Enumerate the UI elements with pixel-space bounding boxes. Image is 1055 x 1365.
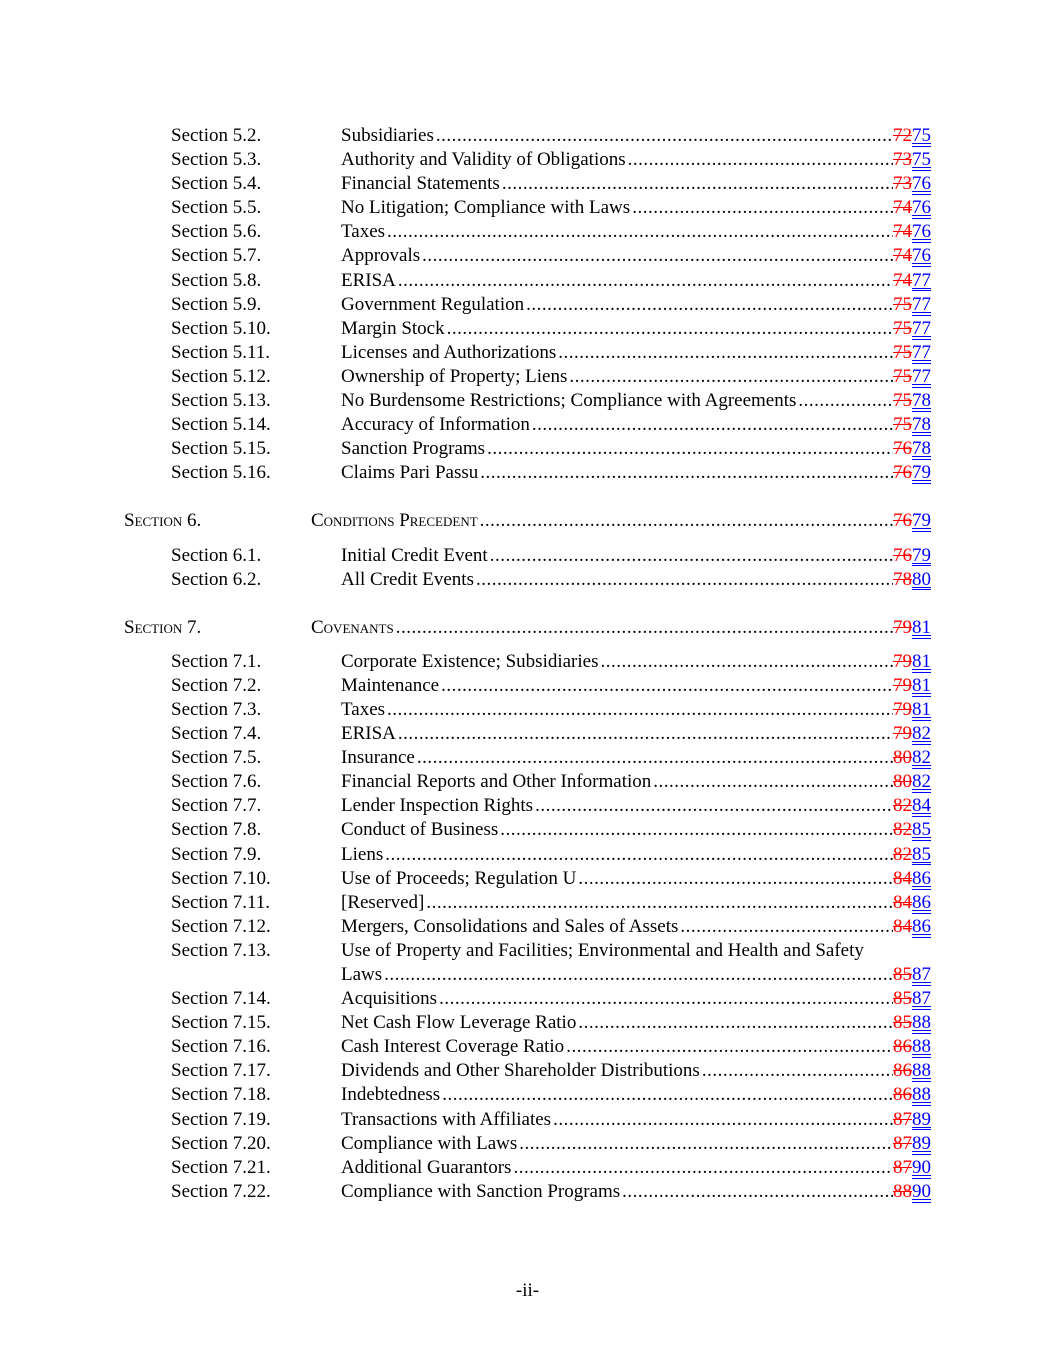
inserted-page-link[interactable]: 78	[912, 390, 931, 412]
section-title: Claims Pari Passu	[341, 462, 479, 484]
deleted-page-number: 76	[893, 510, 912, 532]
deleted-page-number: 75	[893, 317, 912, 339]
section-number: Section 5.9.	[171, 293, 262, 315]
section-number: Section 5.6.	[171, 221, 262, 243]
section-title: Acquisitions	[341, 988, 438, 1010]
dot-leader	[436, 124, 893, 148]
section-title: Cash Interest Coverage Ratio	[341, 1036, 565, 1058]
section-number: Section 7.4.	[171, 723, 262, 745]
section-number: Section 5.16.	[171, 462, 271, 484]
section-title: ERISA	[341, 723, 396, 745]
section-number: Section 6.	[124, 510, 202, 532]
section-number: Section 5.13.	[171, 390, 271, 412]
deleted-page-number: 84	[893, 915, 912, 937]
dot-leader	[441, 674, 893, 698]
toc-entry[interactable]	[0, 196, 1055, 220]
section-title: Compliance with Sanction Programs	[341, 1180, 621, 1202]
toc-entry[interactable]	[0, 461, 1055, 485]
inserted-page-link[interactable]: 84	[912, 795, 931, 817]
toc-group-section-5	[0, 124, 1055, 485]
toc-entry[interactable]	[0, 172, 1055, 196]
dot-leader	[398, 269, 893, 293]
section-number: Section 7.10.	[171, 867, 271, 889]
toc-entry[interactable]	[0, 794, 1055, 818]
dot-leader	[519, 1132, 893, 1156]
inserted-page-link[interactable]: 79	[912, 510, 931, 532]
section-title: Insurance	[341, 747, 415, 769]
inserted-page-link[interactable]: 85	[912, 843, 931, 865]
inserted-page-link[interactable]: 81	[912, 650, 931, 672]
deleted-page-number: 74	[893, 269, 912, 291]
inserted-page-link[interactable]: 79	[912, 462, 931, 484]
dot-leader	[384, 963, 893, 987]
dot-leader	[553, 1108, 893, 1132]
dot-leader	[513, 1156, 893, 1180]
inserted-page-link[interactable]: 88	[912, 1036, 931, 1058]
dot-leader	[387, 698, 893, 722]
deleted-page-number: 75	[893, 293, 912, 315]
deleted-page-number: 76	[893, 438, 912, 460]
section-title: Liens	[341, 843, 384, 865]
section-title: Financial Statements	[341, 173, 500, 195]
section-title: Conduct of Business	[341, 819, 499, 841]
deleted-page-number: 87	[893, 1132, 912, 1154]
section-number: Section 5.12.	[171, 365, 271, 387]
section-title: No Burdensome Restrictions; Compliance with Agreements	[341, 390, 797, 412]
deleted-page-number: 87	[893, 1156, 912, 1178]
section-number: Section 5.2.	[171, 125, 262, 146]
inserted-page-link[interactable]: 77	[912, 293, 931, 315]
inserted-page-link[interactable]: 88	[912, 1084, 931, 1106]
toc-entry[interactable]	[0, 1132, 1055, 1156]
dot-leader	[798, 389, 893, 413]
toc-entry[interactable]	[0, 818, 1055, 842]
deleted-page-number: 80	[893, 771, 912, 793]
section-number: Section 7.22.	[171, 1180, 271, 1202]
dot-leader	[500, 818, 893, 842]
inserted-page-link[interactable]: 87	[912, 988, 931, 1010]
dot-leader	[535, 794, 893, 818]
deleted-page-number: 82	[893, 819, 912, 841]
section-title: No Litigation; Compliance with Laws	[341, 197, 631, 219]
inserted-page-link[interactable]: 77	[912, 341, 931, 363]
section-number: Section 5.10.	[171, 317, 271, 339]
section-title: Subsidiaries	[341, 125, 434, 146]
deleted-page-number: 74	[893, 245, 912, 267]
toc-entry[interactable]	[0, 293, 1055, 317]
section-title: ERISA	[341, 269, 396, 291]
toc-entry[interactable]	[0, 148, 1055, 172]
section-title: Maintenance	[341, 674, 440, 696]
toc-entry[interactable]	[0, 544, 1055, 568]
section-number: Section 5.11.	[171, 341, 271, 363]
toc-entry[interactable]	[0, 987, 1055, 1011]
deleted-page-number: 73	[893, 173, 912, 195]
deleted-page-number: 85	[893, 964, 912, 985]
inserted-page-link[interactable]: 77	[912, 365, 931, 387]
deleted-page-number: 84	[893, 891, 912, 913]
section-title: Net Cash Flow Leverage Ratio	[341, 1012, 577, 1034]
dot-leader	[632, 196, 893, 220]
inserted-page-link[interactable]: 88	[912, 1012, 931, 1034]
dot-leader	[480, 461, 893, 485]
deleted-page-number: 85	[893, 988, 912, 1010]
deleted-page-number: 80	[893, 747, 912, 769]
inserted-page-link[interactable]: 76	[912, 197, 931, 219]
section-title: Initial Credit Event	[341, 544, 488, 566]
dot-leader	[653, 770, 893, 794]
section-title: Covenants	[311, 616, 394, 638]
section-number: Section 5.4.	[171, 173, 262, 195]
toc-entry[interactable]	[0, 843, 1055, 867]
inserted-page-link[interactable]: 86	[912, 891, 931, 913]
deleted-page-number: 79	[893, 723, 912, 745]
deleted-page-number: 76	[893, 462, 912, 484]
toc-entry[interactable]	[0, 698, 1055, 722]
inserted-page-link[interactable]: 89	[912, 1108, 931, 1130]
section-number: Section 7.19.	[171, 1108, 271, 1130]
page-number: -ii-	[515, 1280, 540, 1301]
section-number: Section 7.16.	[171, 1036, 271, 1058]
section-number: Section 7.9.	[171, 843, 262, 865]
section-title: Mergers, Consolidations and Sales of Assets	[341, 915, 679, 937]
inserted-page-link[interactable]: 77	[912, 269, 931, 291]
deleted-page-number: 75	[893, 390, 912, 412]
deleted-page-number: 88	[893, 1180, 912, 1202]
deleted-page-number: 72	[893, 125, 912, 146]
inserted-page-link[interactable]: 81	[912, 674, 931, 696]
deleted-page-number: 84	[893, 867, 912, 889]
section-title: Corporate Existence; Subsidiaries	[341, 650, 599, 672]
section-title: All Credit Events	[341, 568, 474, 590]
inserted-page-link[interactable]: 75	[912, 149, 931, 171]
section-number: Section 6.2.	[171, 568, 262, 590]
section-number: Section 7.5.	[171, 747, 262, 769]
section-title: Approvals	[341, 245, 421, 267]
toc-entry[interactable]	[0, 1083, 1055, 1107]
deleted-page-number: 86	[893, 1036, 912, 1058]
toc-entry-7-13-line-1[interactable]	[0, 939, 1055, 963]
deleted-page-number: 78	[893, 568, 912, 590]
toc-entry[interactable]	[0, 650, 1055, 674]
dot-leader	[385, 843, 893, 867]
deleted-page-number: 79	[893, 616, 912, 638]
inserted-page-link[interactable]: 90	[912, 1180, 931, 1202]
toc-entry[interactable]	[0, 413, 1055, 437]
deleted-page-number: 85	[893, 1012, 912, 1034]
toc-entry[interactable]	[0, 1011, 1055, 1035]
dot-leader	[417, 746, 893, 770]
deleted-page-number: 75	[893, 365, 912, 387]
inserted-page-link[interactable]: 85	[912, 819, 931, 841]
section-title: Authority and Validity of Obligations	[341, 149, 626, 171]
section-number: Section 7.6.	[171, 771, 262, 793]
dot-leader	[490, 544, 893, 568]
toc-entry[interactable]	[0, 770, 1055, 794]
section-title: Accuracy of Information	[341, 414, 530, 436]
dot-leader	[622, 1180, 893, 1204]
dot-leader	[502, 172, 893, 196]
section-number: Section 5.14.	[171, 414, 271, 436]
inserted-page-link[interactable]: 78	[912, 438, 931, 460]
deleted-page-number: 76	[893, 544, 912, 566]
dot-leader	[442, 1083, 893, 1107]
section-number: Section 5.3.	[171, 149, 262, 171]
toc-group-section-7	[0, 650, 1055, 939]
dot-leader	[628, 148, 893, 172]
toc-entry[interactable]	[0, 341, 1055, 365]
section-title: Compliance with Laws	[341, 1132, 518, 1154]
toc-entry-7-13-line-2[interactable]	[0, 963, 1055, 987]
toc-entry[interactable]	[0, 389, 1055, 413]
deleted-page-number: 75	[893, 341, 912, 363]
inserted-page-link[interactable]: 79	[912, 544, 931, 566]
table-of-contents	[0, 124, 1055, 1204]
section-number: Section 7.12.	[171, 915, 271, 937]
section-title: [Reserved]	[341, 891, 425, 913]
inserted-page-link[interactable]: 89	[912, 1132, 931, 1154]
inserted-page-link[interactable]: 81	[912, 698, 931, 720]
toc-entry[interactable]	[0, 124, 1055, 148]
inserted-page-link[interactable]: 90	[912, 1156, 931, 1178]
deleted-page-number: 86	[893, 1084, 912, 1106]
inserted-page-link[interactable]: 87	[912, 964, 931, 985]
section-number: Section 7.17.	[171, 1060, 271, 1082]
dot-leader	[398, 722, 893, 746]
deleted-page-number: 73	[893, 149, 912, 171]
section-title: Government Regulation	[341, 293, 525, 315]
inserted-page-link[interactable]: 82	[912, 723, 931, 745]
toc-entry[interactable]	[0, 244, 1055, 268]
toc-entry[interactable]	[0, 867, 1055, 891]
toc-entry[interactable]	[0, 220, 1055, 244]
deleted-page-number: 79	[893, 650, 912, 672]
toc-entry[interactable]	[0, 568, 1055, 592]
section-title: Conditions Precedent	[311, 510, 478, 532]
section-title: Financial Reports and Other Information	[341, 771, 652, 793]
section-number: Section 7.1.	[171, 650, 262, 672]
deleted-page-number: 79	[893, 674, 912, 696]
dot-leader	[447, 317, 893, 341]
dot-leader	[387, 220, 893, 244]
dot-leader	[566, 1035, 893, 1059]
section-title: Lender Inspection Rights	[341, 795, 534, 817]
section-number: Section 7.8.	[171, 819, 262, 841]
section-number: Section 7.14.	[171, 988, 271, 1010]
dot-leader	[526, 293, 893, 317]
toc-group-section-6	[0, 544, 1055, 592]
section-title: Ownership of Property; Liens	[341, 365, 568, 387]
inserted-page-link[interactable]: 76	[912, 245, 931, 267]
dot-leader	[702, 1059, 893, 1083]
section-number: Section 5.7.	[171, 245, 262, 267]
dot-leader	[422, 244, 893, 268]
inserted-page-link[interactable]: 82	[912, 747, 931, 769]
section-number: Section 7.13.	[171, 939, 271, 961]
inserted-page-link[interactable]: 78	[912, 414, 931, 436]
toc-entry[interactable]	[0, 674, 1055, 698]
dot-leader	[569, 365, 893, 389]
dot-leader	[532, 413, 893, 437]
deleted-page-number: 82	[893, 795, 912, 817]
inserted-page-link[interactable]: 76	[912, 173, 931, 195]
deleted-page-number: 74	[893, 197, 912, 219]
toc-entry[interactable]	[0, 365, 1055, 389]
section-title: Additional Guarantors	[341, 1156, 512, 1178]
section-title: Taxes	[341, 698, 386, 720]
toc-entry[interactable]	[0, 1180, 1055, 1204]
dot-leader	[480, 509, 893, 533]
toc-entry[interactable]	[0, 317, 1055, 341]
section-title: Transactions with Affiliates	[341, 1108, 552, 1130]
section-number: Section 5.15.	[171, 438, 271, 460]
section-title: Dividends and Other Shareholder Distributions	[341, 1060, 700, 1082]
section-number: Section 7.18.	[171, 1084, 271, 1106]
inserted-page-link[interactable]: 88	[912, 1060, 931, 1082]
section-number: Section 7.21.	[171, 1156, 271, 1178]
toc-entry[interactable]	[0, 269, 1055, 293]
section-number: Section 6.1.	[171, 544, 262, 566]
dot-leader	[439, 987, 893, 1011]
inserted-page-link[interactable]: 75	[912, 125, 931, 146]
section-title: Taxes	[341, 221, 386, 243]
section-title-line-1: Use of Property and Facilities; Environmental and Health and Safety	[341, 939, 864, 961]
toc-heading-section-7[interactable]	[0, 616, 1055, 640]
dot-leader	[558, 341, 893, 365]
inserted-page-link[interactable]: 86	[912, 915, 931, 937]
section-title: Use of Proceeds; Regulation U	[341, 867, 577, 889]
section-title: Sanction Programs	[341, 438, 486, 460]
section-number: Section 7.7.	[171, 795, 262, 817]
dot-leader	[680, 915, 893, 939]
section-number: Section 7.	[124, 616, 202, 638]
dot-leader	[578, 1011, 893, 1035]
section-number: Section 7.2.	[171, 674, 262, 696]
section-number: Section 7.3.	[171, 698, 262, 720]
toc-entry[interactable]	[0, 1059, 1055, 1083]
deleted-page-number: 82	[893, 843, 912, 865]
deleted-page-number: 75	[893, 414, 912, 436]
section-number: Section 7.20.	[171, 1132, 271, 1154]
section-number: Section 5.8.	[171, 269, 262, 291]
dot-leader	[601, 650, 894, 674]
dot-leader	[396, 616, 893, 640]
inserted-page-link[interactable]: 81	[912, 616, 931, 638]
toc-entry[interactable]	[0, 746, 1055, 770]
dot-leader	[578, 867, 893, 891]
deleted-page-number: 79	[893, 698, 912, 720]
toc-entry[interactable]	[0, 722, 1055, 746]
inserted-page-link[interactable]: 82	[912, 771, 931, 793]
dot-leader	[426, 891, 893, 915]
toc-entry[interactable]	[0, 437, 1055, 461]
inserted-page-link[interactable]: 76	[912, 221, 931, 243]
dot-leader	[476, 568, 893, 592]
section-number: Section 5.5.	[171, 197, 262, 219]
section-title: Indebtedness	[341, 1084, 441, 1106]
toc-entry[interactable]	[0, 1156, 1055, 1180]
section-title-line-2: Laws	[341, 964, 383, 985]
deleted-page-number: 86	[893, 1060, 912, 1082]
deleted-page-number: 74	[893, 221, 912, 243]
inserted-page-link[interactable]: 80	[912, 568, 931, 590]
section-number: Section 7.15.	[171, 1012, 271, 1034]
dot-leader	[487, 437, 893, 461]
toc-entry[interactable]	[0, 915, 1055, 939]
section-title: Licenses and Authorizations	[341, 341, 557, 363]
inserted-page-link[interactable]: 86	[912, 867, 931, 889]
inserted-page-link[interactable]: 77	[912, 317, 931, 339]
toc-entry[interactable]	[0, 891, 1055, 915]
deleted-page-number: 87	[893, 1108, 912, 1130]
toc-entry[interactable]	[0, 1108, 1055, 1132]
toc-group-section-7b	[0, 987, 1055, 1204]
toc-entry[interactable]	[0, 1035, 1055, 1059]
section-title: Margin Stock	[341, 317, 445, 339]
toc-heading-section-6[interactable]	[0, 509, 1055, 533]
section-number: Section 7.11.	[171, 891, 271, 913]
